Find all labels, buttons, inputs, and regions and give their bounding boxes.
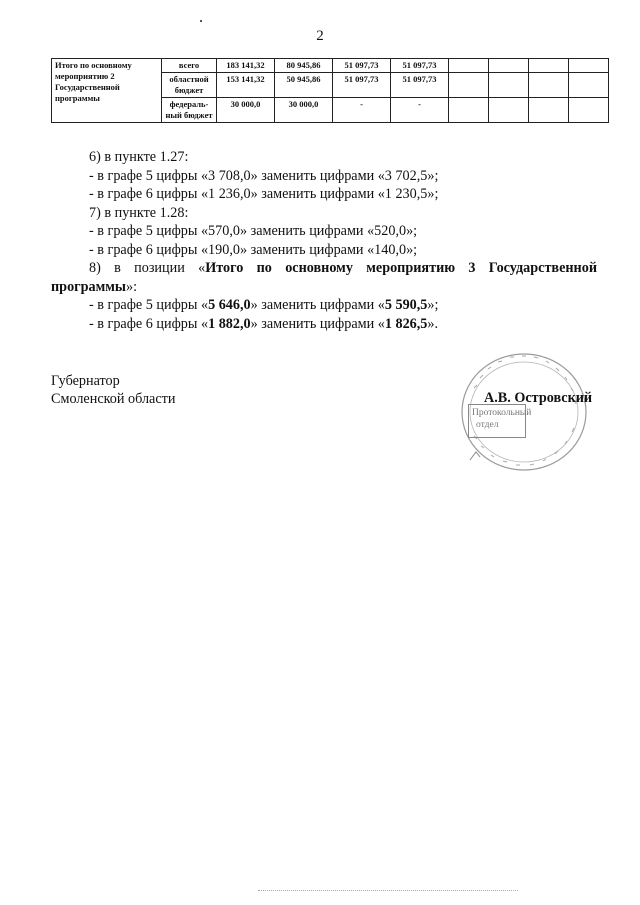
- amendment-line: - в графе 6 цифры «1 236,0» заменить цифрами «1 230,5»;: [89, 186, 439, 202]
- amendment-line: [51, 315, 597, 334]
- table-row-label: Итого по основному мероприятию 2 Государственной программы: [52, 59, 162, 123]
- empty-cell: [489, 59, 529, 73]
- amendment-line: [51, 296, 597, 315]
- amount-cell: 51 097,73: [391, 59, 449, 73]
- item8-prefix: 8) в позиции «: [89, 260, 206, 276]
- budget-type-cell: федераль-ный бюджет: [162, 98, 217, 123]
- signature-title-line2: Смоленской области: [51, 391, 176, 407]
- old-value: 1 882,0: [208, 315, 251, 332]
- empty-cell: [489, 73, 529, 98]
- amount-cell: 51 097,73: [391, 73, 449, 98]
- signatory-name: А.В. Островский: [484, 390, 593, 406]
- amount-cell: 153 141,32: [217, 73, 275, 98]
- amount-cell: 50 945,86: [275, 73, 333, 98]
- amendment-line: - в графе 5 цифры «3 708,0» заменить цифрами «3 702,5»;: [89, 167, 439, 184]
- amount-cell: 80 945,86: [275, 59, 333, 73]
- line-text: - в графе 6 цифры «: [89, 315, 209, 332]
- table-row: [52, 59, 609, 73]
- line-text: ».: [427, 315, 439, 332]
- empty-cell: [529, 73, 569, 98]
- empty-cell: [449, 98, 489, 123]
- budget-type-cell: областной бюджет: [162, 73, 217, 98]
- line-text: » заменить цифрами «: [250, 315, 385, 332]
- empty-cell: [569, 98, 609, 123]
- amount-cell: -: [333, 98, 391, 123]
- empty-cell: [489, 98, 529, 123]
- amendment-line: - в графе 6 цифры «190,0» заменить цифрами «140,0»;: [89, 241, 418, 258]
- item8-position-title-cont: программы: [51, 278, 126, 295]
- item8-position-title: Итого по основному мероприятию 3 Государственной: [205, 260, 597, 276]
- amount-cell: 30 000,0: [217, 98, 275, 123]
- empty-cell: [449, 73, 489, 98]
- item8-suffix: »:: [126, 278, 138, 295]
- scan-speck: [200, 20, 202, 22]
- signature-title-line1: Губернатор: [51, 373, 120, 389]
- empty-cell: [449, 59, 489, 73]
- line-text: - в графе 5 цифры «: [89, 297, 209, 313]
- empty-cell: [569, 59, 609, 73]
- signature-title: [51, 372, 175, 408]
- budget-table: [51, 58, 609, 123]
- page-number: 2: [316, 28, 324, 44]
- amendment-line: - в графе 5 цифры «570,0» заменить цифрами «520,0»;: [89, 223, 418, 239]
- empty-cell: [529, 98, 569, 123]
- budget-type-cell: всего: [162, 59, 217, 73]
- bottom-dotted-line: [258, 890, 518, 892]
- empty-cell: [529, 59, 569, 73]
- stamp-line2: отдел: [476, 420, 499, 430]
- amount-cell: 51 097,73: [333, 73, 391, 98]
- amendment-point: 6) в пункте 1.27:: [89, 149, 189, 165]
- line-text: »;: [427, 297, 439, 313]
- amendment-point-8: [51, 259, 597, 278]
- empty-cell: [569, 73, 609, 98]
- stamp-protocol-department: [468, 404, 532, 438]
- new-value: 5 590,5: [384, 297, 428, 313]
- new-value: 1 826,5: [384, 315, 428, 332]
- amendment-point: 7) в пункте 1.28:: [89, 204, 189, 221]
- amount-cell: 51 097,73: [333, 59, 391, 73]
- amount-cell: 183 141,32: [217, 59, 275, 73]
- amount-cell: 30 000,0: [275, 98, 333, 123]
- stamp-line1: Протокольный: [472, 408, 532, 418]
- amount-cell: -: [391, 98, 449, 123]
- amendment-point-8-cont: [51, 278, 597, 297]
- old-value: 5 646,0: [208, 297, 251, 313]
- amendments-text: [51, 148, 597, 333]
- line-text: » заменить цифрами «: [250, 297, 385, 313]
